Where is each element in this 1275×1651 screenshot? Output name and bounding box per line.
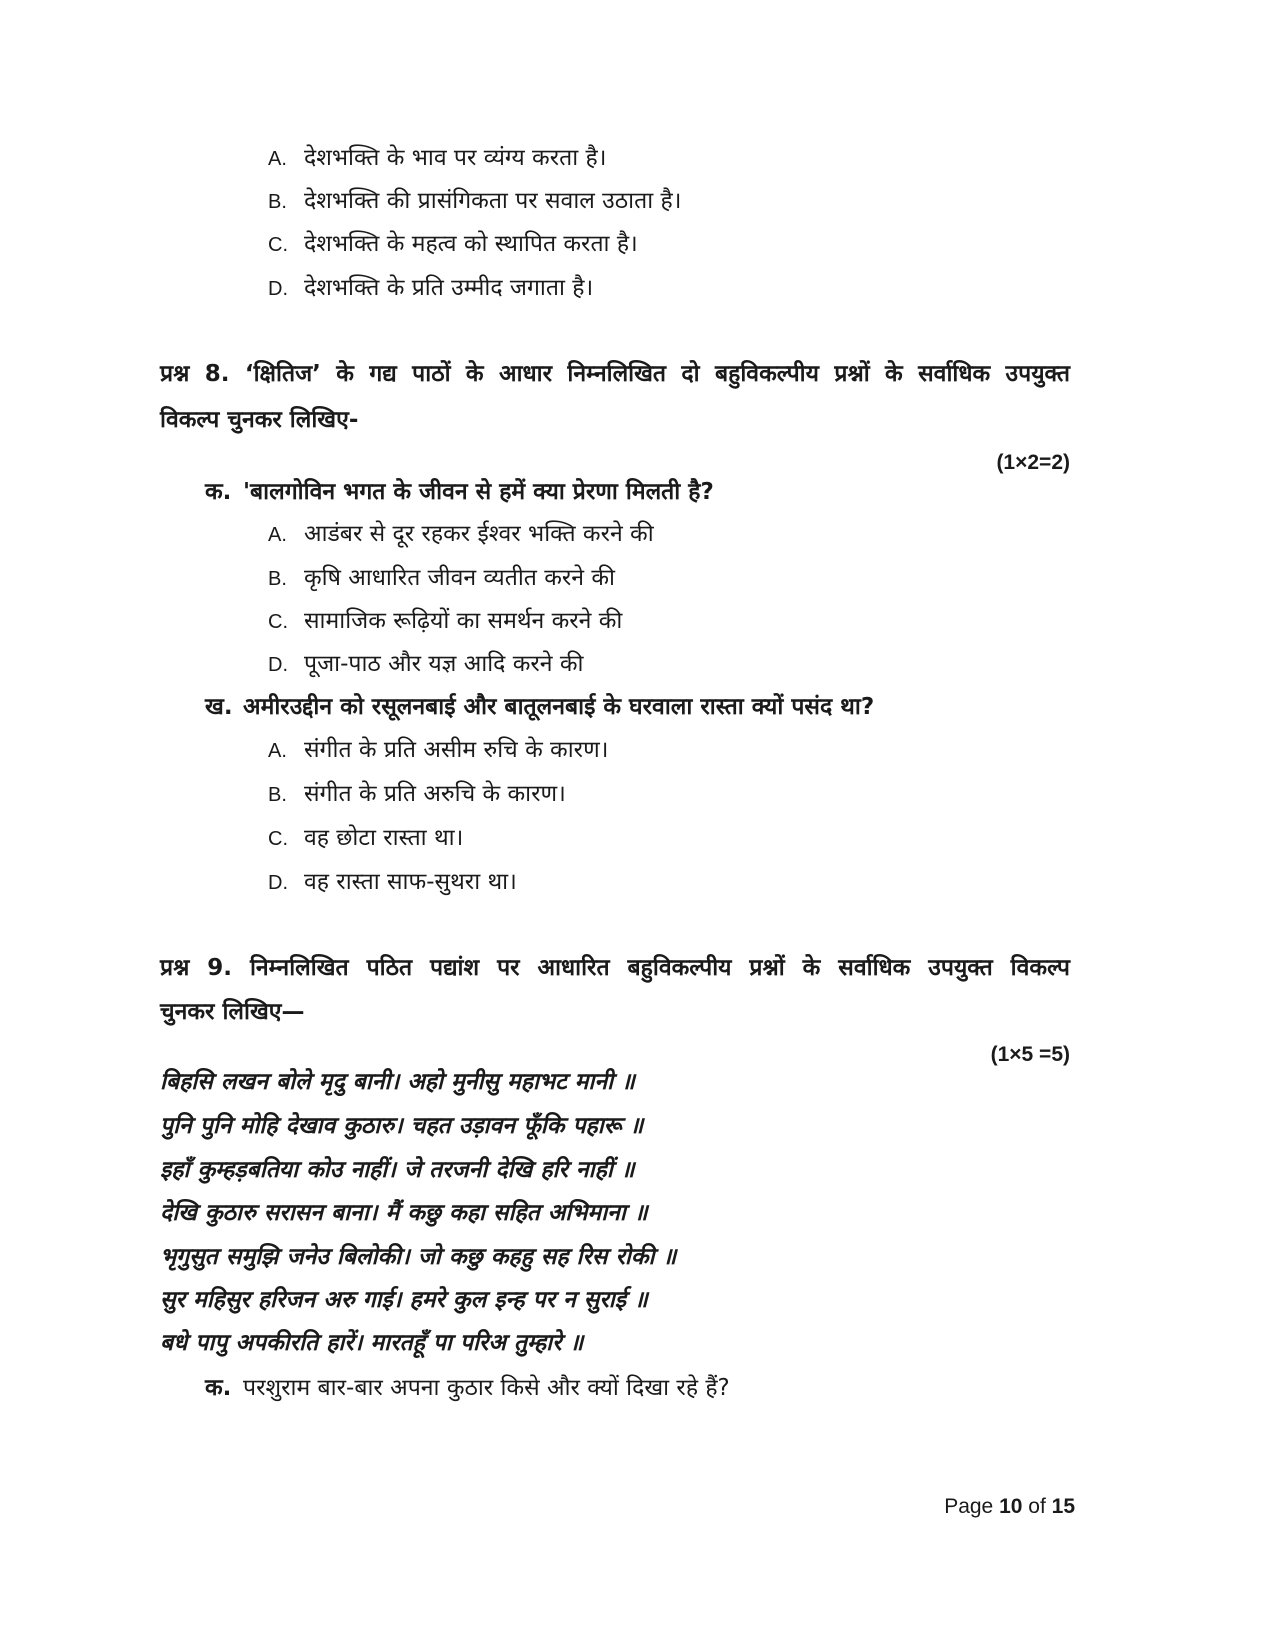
- q8-ka-option-b: B. कृषि आधारित जीवन व्यतीत करने की: [268, 565, 615, 591]
- prev-option-c: C. देशभक्ति के महत्व को स्थापित करता है।: [268, 231, 638, 257]
- q9-heading-line1: प्रश्न 9. निम्नलिखित पठित पद्यांश पर आधारित बहुविकल्पीय प्रश्नों के सर्वाधिक उपयुक्त विकल्प: [160, 955, 1070, 981]
- q8-heading-line1: प्रश्न 8. ‘क्षितिज’ के गद्य पाठों के आधार निम्नलिखित दो बहुविकल्पीय प्रश्नों के सर्वाधिक उपयुक्त: [160, 361, 1070, 387]
- q8-ka-option-c: C. सामाजिक रूढ़ियों का समर्थन करने की: [268, 608, 623, 634]
- q8-ka-option-a: A. आडंबर से दूर रहकर ईश्वर भक्ति करने की: [268, 521, 654, 547]
- q8-kha-option-c: C. वह छोटा रास्ता था।: [268, 825, 464, 851]
- q8-sub-question-kha: ख. अमीरउद्दीन को रसूलनबाई और बातूलनबाई के घरवाला रास्ता क्यों पसंद था?: [205, 694, 875, 720]
- q8-marks: (1×2=2): [996, 451, 1070, 474]
- q8-ka-option-d: D. पूजा-पाठ और यज्ञ आदि करने की: [268, 651, 584, 677]
- verse-line-7: बधे पापु अपकीरति हारें। मारतहूँ पा परिअ तुम्हारे ॥: [160, 1330, 584, 1356]
- q9-sub-question-ka: क. परशुराम बार-बार अपना कुठार किसे और क्यों दिखा रहे हैं?: [205, 1375, 730, 1401]
- q9-marks: (1×5 =5): [990, 1043, 1070, 1066]
- verse-line-5: भृगुसुत समुझि जनेउ बिलोकी। जो कछु कहहु सह रिस रोकी ॥: [160, 1244, 677, 1270]
- prev-option-d: D. देशभक्ति के प्रति उम्मीद जगाता है।: [268, 275, 594, 301]
- q8-kha-option-b: B. संगीत के प्रति अरुचि के कारण।: [268, 781, 566, 807]
- verse-line-2: पुनि पुनि मोहि देखाव कुठारु। चहत उड़ावन फूँकि पहारू ॥: [160, 1113, 644, 1139]
- prev-option-a: A. देशभक्ति के भाव पर व्यंग्य करता है।: [268, 145, 607, 171]
- q9-heading-line2: चुनकर लिखिए—: [160, 999, 305, 1025]
- q8-heading-line2: विकल्प चुनकर लिखिए-: [160, 407, 359, 433]
- verse-line-1: बिहसि लखन बोले मृदु बानी। अहो मुनीसु महाभट मानी ॥: [160, 1069, 635, 1095]
- verse-line-3: इहाँ कुम्हड़बतिया कोउ नाहीं। जे तरजनी देखि हरि नाहीं ॥: [160, 1157, 635, 1183]
- page-number: Page 10 of 15: [944, 1495, 1075, 1518]
- q8-sub-question-ka: क. 'बालगोविन भगत के जीवन से हमें क्या प्रेरणा मिलती है?: [205, 479, 714, 505]
- q8-kha-option-d: D. वह रास्ता साफ-सुथरा था।: [268, 869, 517, 895]
- verse-line-6: सुर महिसुर हरिजन अरु गाई। हमरे कुल इन्ह पर न सुराई ॥: [160, 1287, 648, 1313]
- q8-kha-option-a: A. संगीत के प्रति असीम रुचि के कारण।: [268, 737, 609, 763]
- prev-option-b: B. देशभक्ति की प्रासंगिकता पर सवाल उठाता है।: [268, 188, 682, 214]
- verse-line-4: देखि कुठारु सरासन बाना। मैं कछु कहा सहित अभिमाना ॥: [160, 1200, 648, 1226]
